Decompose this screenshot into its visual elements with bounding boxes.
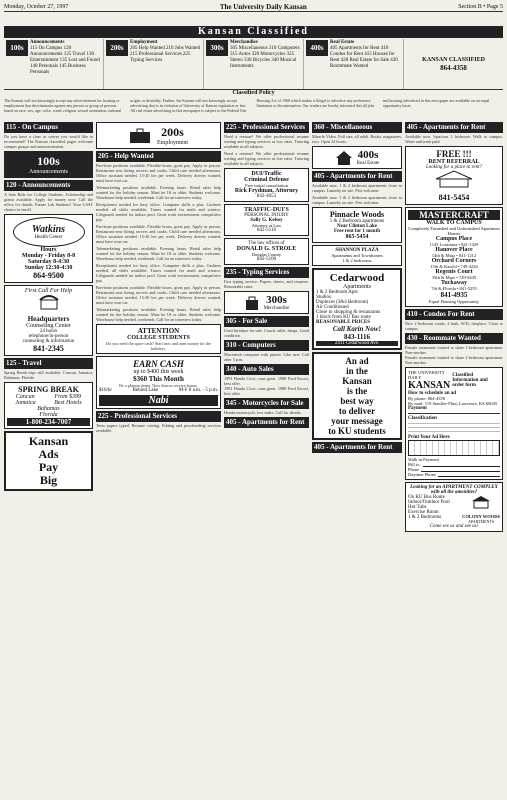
auto-text: 1991 Honda Civic, runs great. 1988 Ford Escort, best offer. [224,376,309,386]
auto-text-2: 1991 Honda Civic, runs great. 1988 Ford Escort, best offer. [224,386,309,396]
shannon-plaza-ad: SHANNON PLAZA Apartments and Townhomes 1 & 2 bedrooms [312,245,402,266]
misc-text: Miracle Video. Full size, all adult. Books, magazines, toys. Open 24 hours. [312,134,402,144]
index-employment: 200s Employment 205 Help Wanted 210 Jobs Wanted 215 Professional Services 225 Typing Services [104,39,204,89]
apartments-text-2: Available now. 1 & 2 bedroom apartments close to campus. Laundry on site. Pets welcome. [312,195,402,205]
heading-auto-sales: 340 - Auto Sales [224,364,309,375]
roommate-text: Female roommate wanted to share 2 bedroom apartment. Non-smoker. [405,345,503,355]
heading-apartments-col5: 405 - Apartments for Rent [405,122,503,133]
index-contact: KANSAN CLASSIFIED 864-4358 [422,57,485,72]
column-4 [312,120,402,796]
heading-typing-services: 235 - Typing Services [224,267,309,278]
help-wanted-text-7: Part-time positions available. Flexible hours, great pay. Apply in person. Restaurant now hiring servers and cooks. Child care needed afternoons. Office assistant needed, 15-20 hrs per week. Delivery drivers wanted, must have own car. [96,285,221,305]
heading-for-sale: 305 - For Sale [224,316,309,327]
order-form: THE UNIVERSITY DAILY KANSAN Classified Information and order form How to schedule an ad By phone: 864-4358 By mail: 119 Stauffer-Flint, Lawrence, KS 66045 Payment Classification Print Your Ad Here Walk in Payment Bill to: Phone Daytime Phone [405,367,503,480]
heading-on-campus: 115 - On Campus [4,122,93,133]
heading-motorcycles: 345 - Motorcycles for Sale [224,398,309,409]
for-sale-text: Used furniture for sale. Couch, table, lamps. Good condition. [224,328,309,338]
column-3 [224,120,309,796]
house-icon [434,170,474,188]
phone-icon [39,294,59,310]
shopping-bag-icon [244,295,260,311]
apartments-text: Available now. 1 & 2 bedroom apartments close to campus. Laundry on site. Pets welcome. [312,183,402,193]
heading-apartments-col4b: 405 - Apartments for Rent [312,442,402,453]
kansan-ads-pay-big: Kansan Ads Pay Big [4,431,93,491]
help-wanted-text-2: Telemarketing positions available. Evening hours. Retail sales help wanted for the holiday season. Must be 18 or older. Students welcome. Warehouse help needed, weekends. Call for an interview today. [96,185,221,200]
heading-travel: 125 - Travel [4,358,93,369]
briefcase-icon [129,128,151,144]
roommate-text-2: Female roommate wanted to share 2 bedroom apartment. Non-smoker. [405,355,503,365]
colony-woods-ad: Looking for an APARTMENT COMPLEX with all the amenities? On KU Bus Route Indoor/Outdoor Pool Hot Tubs Exercise Room 1 & 2 Bedrooms COLONY WOODS APARTMENTS Come see us and see us! [405,482,503,532]
page-header [4,2,503,12]
merchandise-banner: 300s Merchandise [224,291,309,314]
watkins-ad: Watkins Health Center Hours Monday - Friday 8-8 Saturday 8-4:30 Sunday 12:30-4:30 864-9500 [4,214,93,283]
apartments-col5-text: Available now. Spacious 2 bedroom. Walk to campus. Water and trash paid. [405,134,503,144]
computers-text: Macintosh computer with printer. Like new. Call after 5 p.m. [224,352,309,362]
help-wanted-text-3: Receptionist needed for busy office. Computer skills a plus. Cashiers needed, all shifts available. Tutors wanted for math and science. Lifeguards needed for indoor pool. Great work environment, competitive pay. [96,202,221,222]
cedarwood-ad: Cedarwood Apartments 1 & 2 Bedroom Apts Studios Duplexes (3&4 Bedroom) Air Conditioned Close to shopping & restaurants 1 block from KU Bus route REASONABLE PRICES Call Karin Now! 843-1116 2411 Cedarwood Ave. [312,268,402,350]
paper-name: The University Daily Kansan [219,2,307,11]
policy-title: Classified Policy [232,90,275,96]
free-rent-referral-ad: FREE !!! RENT REFERRAL Looking for a place to rent? 841-5454 [405,146,503,205]
heading-professional-services-2: 225 - Professional Services [96,411,221,422]
help-wanted-text-6: Receptionist needed for busy office. Computer skills a plus. Cashiers needed, all shifts available. Tutors wanted for math and science. Lifeguards needed for indoor pool. Great work environment, competitive pay. [96,263,221,283]
issue-date: Monday, October 27, 1997 [4,3,69,10]
dui-attorney-ad: DUI/Traffic Criminal Defense Free initial consultation Rick Frydman, Attorney 842-4053 [224,168,309,202]
column-1 [4,120,93,796]
attention-students-ad: ATTENTION COLLEGE STUDENTS Do you need the spare cash? Start now and earn money for the holidays. [96,324,221,354]
section-page: Section B • Page 5 [458,3,503,10]
professional-services-text: Term papers typed. Resume writing. Editing and proofreading services available. [96,423,221,433]
classified-index [4,39,503,90]
strole-law-ad: The law offices of DONALD G. STROLE Douglas County 842-5100 [224,238,309,265]
travel-text: Spring Break trips still available. Cancun, Jamaica, Bahamas, Florida. [4,370,93,380]
building-icon [471,495,491,509]
heading-roommate: 430 - Roommate Wanted [405,333,503,344]
spring-break-ad: SPRING BREAK Cancun From $399 Jamaica Best Hotels Bahamas Florida 1-800-234-7007 [4,382,93,429]
real-estate-banner: 400s Real Estate [312,146,402,169]
heading-professional-services: 225 - Professional Services [224,122,309,133]
ad-text-field[interactable] [408,440,500,456]
help-wanted-text-5: Telemarketing positions available. Evening hours. Retail sales help wanted for the holiday season. Must be 18 or older. Students welcome. Warehouse help needed, weekends. Call for an interview today. [96,246,221,261]
motorcycles-text: Honda motorcycle, low miles. Call for details. [224,410,302,415]
index-merchandise: 300s Merchandise 305 Miscellaneous 310 Computers 315 Autos 320 Motorcycles 325 Stereo 330 Bicycles 340 Musical Instruments [204,39,304,89]
employment-banner: 200s Employment [96,122,221,149]
watkins-logo: Watkins Health Center [13,217,85,247]
policy-text: The Kansan will not knowingly accept any advertisement for housing or employment that discriminates against any person or group of persons based on race, sex, age, color, creed, religion, sexual orientation, national origin, or disability. Further, the Kansan will not knowingly accept advertising that is in violation of University of Kansas regulation or law. All real estate advertising in this newspaper is subject to the Federal Fair Housing Act of 1968 which makes it illegal to advertise any preference, limitation or discrimination. Our readers are hereby informed that all jobs and housing advertised in this newspaper are available on an equal opportunity basis. [4,98,490,113]
services-text: Need a resume? We offer professional resume writing and typing services at low rates. Tutoring available in all subjects. [224,134,309,149]
kansan-best-way-ad: An ad in the Kansan is the best way to deliver your message to KU students [312,352,402,440]
section-title: Kansan Classified [4,26,503,38]
index-announcements: 100s Announcements 115 On Campus 120 Announcements 125 Travel 130 Entertainment 135 Lost and Found 140 Personals 145 Business Personals [4,39,104,89]
announcements-banner: 100s Announcements [4,151,93,178]
heading-apartments-col3: 405 - Apartments for Rent [224,417,309,428]
heading-miscellaneous: 360 - Miscellaneous [312,122,402,133]
heading-announcements: 120 - Announcements [4,180,93,191]
heading-apartments-col4: 405 - Apartments for Rent [312,171,402,182]
help-wanted-text-8: Telemarketing positions available. Evening hours. Retail sales help wanted for the holiday season. Must be 18 or older. Students welcome. Warehouse help needed, weekends. Call for an interview today. [96,307,221,322]
daytime-phone-field[interactable] [438,472,500,477]
announcements-text: A Safe Ride for College Students. Scholarship and grants available. Apply for money now. Call the office for details. Future Lab Students! Your LAST chance to enroll. [4,192,93,212]
on-campus-text: Do you have a class or course you would like to recommend? The Kansan classified pages welcome campus groups and announcements. [4,134,93,149]
services-text-2: Need a resume? We offer professional resume writing and typing services at low rates. Tutoring available in all subjects. [224,151,309,166]
heading-computers: 310 - Computers [224,340,309,351]
mastercraft-ad: MASTERCRAFT WALK TO CAMPUS Completely Furnished and Unfurnished Apartment Homes Campus Place 1145 Louisiana • 841-1429 Hanover Place 14th & Mass • 841-1212 Orchard Corners 15th & Kasold • 749-4226 Regents Court 19th & Mass • 749-0445 Tuckaway 7th & Florida • 841-5255 841-4935 Equal Housing Opportunity [405,207,503,307]
column-5 [405,120,503,796]
classification-grid [408,421,500,435]
help-wanted-text-4: Part-time positions available. Flexible hours, great pay. Apply in person. Restaurant now hiring servers and cooks. Child care needed afternoons. Office assistant needed, 15-20 hrs per week. Delivery drivers wanted, must have own car. [96,224,221,244]
masthead [4,12,503,25]
heading-condos: 410 - Condos For Rent [405,309,503,320]
typing-text: Fast typing service. Papers, theses, and resumes. Reasonable rates. [224,279,309,289]
help-wanted-text-1: Part-time positions available. Flexible hours, great pay. Apply in person. Restaurant now hiring servers and cooks. Child care needed afternoons. Office assistant needed, 15-20 hrs per week. Delivery drivers wanted, must have own car. [96,163,221,183]
headquarters-ad: First Call For Help Headquarters Counseling Center 24 hours telephone/in-person counseling & information 841-2345 [4,285,93,356]
pinnacle-woods-ad: Pinnacle Woods 1 & 2 Bedroom apartments Near Clinton Lake Free rent for 1 month 865-5454 [312,207,402,243]
heading-help-wanted: 205 - Help Wanted [96,151,221,162]
condos-text: Nice 2 bedroom condo, 2 bath, W/D, fireplace. Close to campus. [405,321,503,331]
traffic-dui-ad: TRAFFIC-DUI'S PERSONAL INJURY Sally G. Kelsey Attorney at Law 842-5116 [224,204,309,236]
column-2 [96,120,221,796]
nabi-logo: Nabi [99,395,218,406]
house-icon [335,150,353,166]
earn-cash-ad: EARN CASH up to $400 this week $360 This Month Be a plasma donor. New donors receive bonus. $16/hr Behind Lake M-F 8 a.m. - 5 p.m. Nabi [96,356,221,409]
index-real-estate: 400s Real Estate 405 Apartments for Rent 410 Condos for Rent 415 Houses for Rent 420 Real Estate for Sale 430 Roommate Wanted [304,39,404,89]
